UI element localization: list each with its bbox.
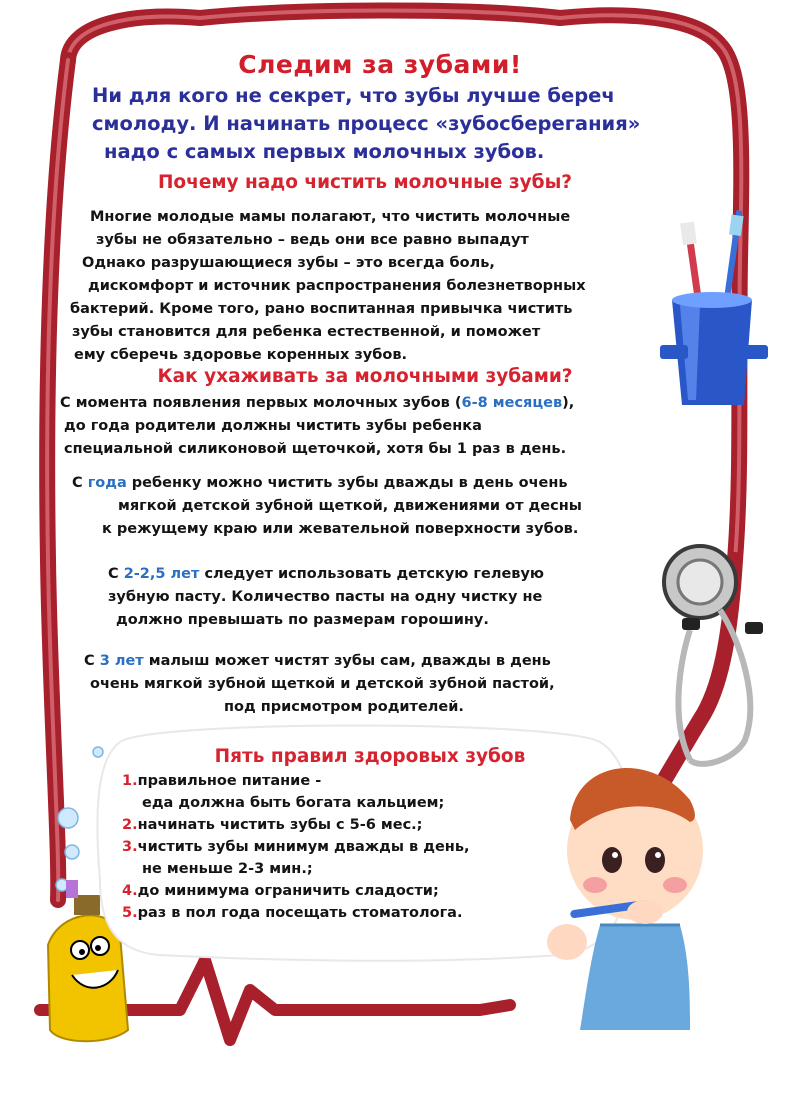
section-heading-why: Почему надо чистить молочные зубы? [157,172,573,193]
paragraph-line: зубы не обязательно – ведь они все равно выпадут [96,232,529,248]
rule-item: 4.до минимума ограничить сладости; [122,883,439,899]
highlight-age: 2-2,5 лет [123,566,200,582]
paragraph-line: С момента появления первых молочных зубов (6-8 месяцев), [60,395,575,411]
paragraph-line: зубную пасту. Количество пасты на одну чистку не [108,589,543,605]
paragraph-line: до года родители должны чистить зубы ребенка [64,418,482,434]
intro-block [92,82,732,166]
paragraph-line: дискомфорт и источник распространения болезнетворных [88,278,586,294]
intro-line: смолоду. И начинать процесс «зубосберегания» [92,112,641,135]
paragraph-line: С года ребенку можно чистить зубы дважды в день очень [72,475,568,491]
highlight-age: 6-8 месяцев [461,395,563,411]
rule-item-continued: еда должна быть богата кальцием; [142,795,445,811]
section-heading-care: Как ухаживать за молочными зубами? [157,366,573,387]
rule-item: 3.чистить зубы минимум дважды в день, [122,839,470,855]
care-paragraph-1 [60,392,700,461]
paragraph-line: С 2-2,5 лет следует использовать детскую гелевую [108,566,545,582]
care-paragraph-3 [108,563,668,632]
paragraph-line: должно превышать по размерам горошину. [116,612,489,628]
paragraph-line: С 3 лет малыш может чистят зубы сам, дважды в день [84,653,551,669]
rule-item: 5.раз в пол года посещать стоматолога. [122,905,463,921]
rule-item: 2.начинать чистить зубы с 5-6 мес.; [122,817,423,833]
paragraph-line: зубы становится для ребенка естественной, и поможет [72,324,541,340]
rule-item: 1.правильное питание - [122,773,322,789]
paragraph-line: бактерий. Кроме того, рано воспитанная привычка чистить [70,301,573,317]
paragraph-line: к режущему краю или жевательной поверхности зубов. [102,521,579,537]
intro-line: Ни для кого не секрет, что зубы лучше береч [92,84,615,107]
paragraph-line: специальной силиконовой щеточкой, хотя бы 1 раз в день. [64,441,567,457]
paragraph-line: Многие молодые мамы полагают, что чистить молочные [90,209,571,225]
rule-item-continued: не меньше 2-3 мин.; [142,861,313,877]
highlight-age: года [87,475,127,491]
paragraph-line: под присмотром родителей. [224,699,464,715]
section-why-text [70,206,700,367]
intro-line: надо с самых первых молочных зубов. [104,140,545,163]
page-title: Следим за зубами! [238,50,522,79]
paragraph-line: Однако разрушающиеся зубы – это всегда боль, [82,255,495,271]
care-paragraph-4 [84,650,684,719]
paragraph-line: мягкой детской зубной щеткой, движениями от десны [118,498,582,514]
paragraph-line: ему сберечь здоровье коренных зубов. [74,347,408,363]
rules-list [122,770,592,924]
highlight-age: 3 лет [99,653,144,669]
rules-heading: Пять правил здоровых зубов [214,746,526,767]
paragraph-line: очень мягкой зубной щеткой и детской зубной пастой, [90,676,555,692]
care-paragraph-2 [72,472,712,541]
